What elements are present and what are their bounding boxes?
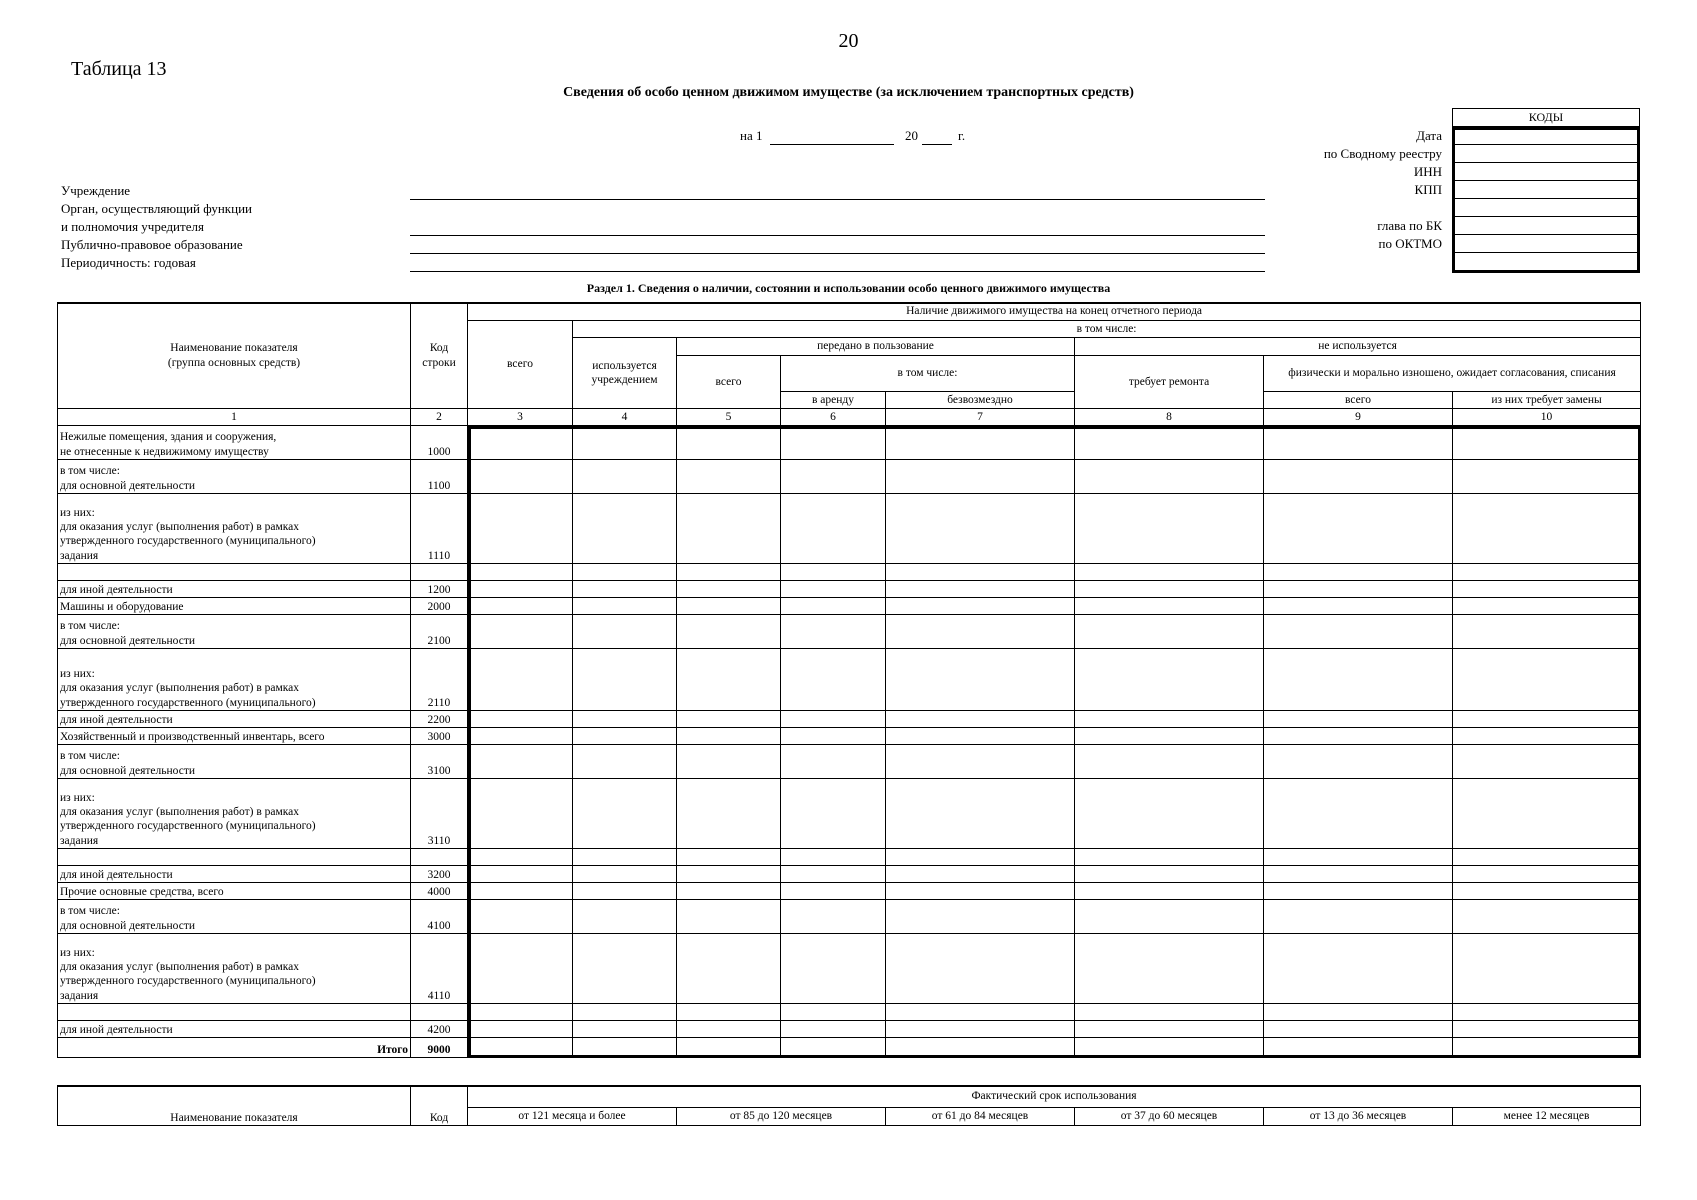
value-cell[interactable] xyxy=(781,460,886,494)
value-cell[interactable] xyxy=(468,598,573,615)
value-cell[interactable] xyxy=(573,1021,677,1038)
header-not-used: не используется xyxy=(1075,338,1641,356)
value-cell[interactable] xyxy=(1264,564,1453,581)
value-cell[interactable] xyxy=(573,649,677,711)
row-name: из них: для оказания услуг (выполнения работ) в рамках утвержденного государственного (муниципального) xyxy=(58,649,411,711)
value-cell[interactable] xyxy=(886,615,1075,649)
row-code: 2200 xyxy=(411,711,468,728)
code-cell-kpp[interactable] xyxy=(1453,181,1640,199)
founder-label-line1: Орган, осуществляющий функции xyxy=(61,201,252,216)
codes-label-inn: ИНН xyxy=(1413,164,1442,179)
value-cell[interactable] xyxy=(677,564,781,581)
date-day-month-field[interactable] xyxy=(770,144,894,145)
value-cell[interactable] xyxy=(573,564,677,581)
table-row xyxy=(58,745,1641,779)
row-code xyxy=(411,849,468,866)
date-suffix: г. xyxy=(958,128,966,143)
value-cell[interactable] xyxy=(1264,426,1453,460)
value-cell[interactable] xyxy=(1075,900,1264,934)
value-cell[interactable] xyxy=(468,581,573,598)
value-cell[interactable] xyxy=(781,1004,886,1021)
table-row xyxy=(58,849,1641,866)
value-cell[interactable] xyxy=(1075,934,1264,1004)
value-cell[interactable] xyxy=(886,1004,1075,1021)
value-cell[interactable] xyxy=(886,598,1075,615)
value-cell[interactable] xyxy=(1453,866,1641,883)
row-name: из них: для оказания услуг (выполнения работ) в рамках утвержденного государственного (муниципального) задания xyxy=(58,779,411,849)
institution-field[interactable] xyxy=(410,199,1265,200)
header-transferred: передано в пользование xyxy=(677,338,1075,356)
value-cell[interactable] xyxy=(1453,728,1641,745)
institution-label: Учреждение xyxy=(61,183,131,198)
value-cell[interactable] xyxy=(1075,581,1264,598)
row-code: 1200 xyxy=(411,581,468,598)
column-number-2: 2 xyxy=(411,409,468,426)
row-name: Прочие основные средства, всего xyxy=(58,883,411,900)
header-lease: в аренду xyxy=(781,392,886,409)
value-cell[interactable] xyxy=(1453,615,1641,649)
value-cell[interactable] xyxy=(573,779,677,849)
value-cell[interactable] xyxy=(1075,598,1264,615)
term-header-code: Код xyxy=(411,1086,468,1126)
row-code: 3100 xyxy=(411,745,468,779)
value-cell[interactable] xyxy=(886,728,1075,745)
value-cell[interactable] xyxy=(781,849,886,866)
row-code xyxy=(411,1004,468,1021)
code-cell-date[interactable] xyxy=(1453,127,1640,145)
value-cell[interactable] xyxy=(886,426,1075,460)
value-cell[interactable] xyxy=(1264,745,1453,779)
value-cell[interactable] xyxy=(1264,460,1453,494)
row-code: 9000 xyxy=(411,1038,468,1058)
row-name: Нежилые помещения, здания и сооружения, не отнесенные к недвижимому имуществу xyxy=(58,426,411,460)
row-name: для иной деятельности xyxy=(58,581,411,598)
value-cell[interactable] xyxy=(781,1038,886,1058)
row-code: 3200 xyxy=(411,866,468,883)
term-period-2: от 85 до 120 месяцев xyxy=(677,1108,886,1126)
value-cell[interactable] xyxy=(573,598,677,615)
code-cell-registry[interactable] xyxy=(1453,145,1640,163)
row-code: 3000 xyxy=(411,728,468,745)
header-name: Наименование показателя (группа основных средств) xyxy=(58,303,411,409)
value-cell[interactable] xyxy=(468,494,573,564)
value-cell[interactable] xyxy=(781,866,886,883)
value-cell[interactable] xyxy=(1075,866,1264,883)
codes-label-oktmo: по ОКТМО xyxy=(1378,236,1442,251)
value-cell[interactable] xyxy=(1264,711,1453,728)
value-cell[interactable] xyxy=(781,581,886,598)
value-cell[interactable] xyxy=(1075,711,1264,728)
table-row xyxy=(58,649,1641,711)
table-row xyxy=(58,460,1641,494)
term-table-top-rule xyxy=(57,1085,1640,1087)
value-cell[interactable] xyxy=(1264,779,1453,849)
header-worn-replace: из них требует замены xyxy=(1453,392,1641,409)
section1-table xyxy=(57,302,1641,1058)
value-cell[interactable] xyxy=(1075,494,1264,564)
row-name xyxy=(58,564,411,581)
row-code: 3110 xyxy=(411,779,468,849)
value-cell[interactable] xyxy=(781,426,886,460)
value-cell[interactable] xyxy=(573,494,677,564)
row-name: в том числе: для основной деятельности xyxy=(58,745,411,779)
value-cell[interactable] xyxy=(573,615,677,649)
founder-label-line2: и полномочия учредителя xyxy=(61,219,204,234)
value-cell[interactable] xyxy=(1453,711,1641,728)
value-cell[interactable] xyxy=(886,711,1075,728)
value-cell[interactable] xyxy=(781,728,886,745)
page-number: 20 xyxy=(838,30,859,52)
term-period-4: от 37 до 60 месяцев xyxy=(1075,1108,1264,1126)
value-cell[interactable] xyxy=(573,711,677,728)
value-cell[interactable] xyxy=(1075,426,1264,460)
value-cell[interactable] xyxy=(1075,1038,1264,1058)
term-period-5: от 13 до 36 месяцев xyxy=(1264,1108,1453,1126)
column-number-5: 5 xyxy=(677,409,781,426)
table-number: Таблица 13 xyxy=(71,58,167,80)
value-cell[interactable] xyxy=(573,581,677,598)
code-cell-blank[interactable] xyxy=(1453,199,1640,217)
value-cell[interactable] xyxy=(677,581,781,598)
value-cell[interactable] xyxy=(573,460,677,494)
value-cell[interactable] xyxy=(468,460,573,494)
value-cell[interactable] xyxy=(468,866,573,883)
value-cell[interactable] xyxy=(573,728,677,745)
header-transferred-total: всего xyxy=(677,356,781,409)
value-cell[interactable] xyxy=(1075,745,1264,779)
value-cell[interactable] xyxy=(886,1038,1075,1058)
header-code: Код строки xyxy=(411,303,468,409)
value-cell[interactable] xyxy=(1264,900,1453,934)
value-cell[interactable] xyxy=(677,849,781,866)
value-cell[interactable] xyxy=(1264,581,1453,598)
column-number-6: 6 xyxy=(781,409,886,426)
header-used: используется учреждением xyxy=(573,338,677,409)
value-cell[interactable] xyxy=(677,779,781,849)
row-code: 2000 xyxy=(411,598,468,615)
value-cell[interactable] xyxy=(677,900,781,934)
row-code: 4110 xyxy=(411,934,468,1004)
value-cell[interactable] xyxy=(468,900,573,934)
value-cell[interactable] xyxy=(468,615,573,649)
value-cell[interactable] xyxy=(886,779,1075,849)
value-cell[interactable] xyxy=(1264,615,1453,649)
value-cell[interactable] xyxy=(1453,779,1641,849)
term-period-6: менее 12 месяцев xyxy=(1453,1108,1641,1126)
header-worn-total: всего xyxy=(1264,392,1453,409)
column-number-8: 8 xyxy=(1075,409,1264,426)
date-prefix: на 1 xyxy=(740,128,763,143)
column-number-7: 7 xyxy=(886,409,1075,426)
value-cell[interactable] xyxy=(1264,728,1453,745)
value-cell[interactable] xyxy=(1453,900,1641,934)
table-row xyxy=(58,564,1641,581)
row-name: Машины и оборудование xyxy=(58,598,411,615)
value-cell[interactable] xyxy=(781,745,886,779)
row-code: 4000 xyxy=(411,883,468,900)
value-cell[interactable] xyxy=(468,745,573,779)
row-name: из них: для оказания услуг (выполнения работ) в рамках утвержденного государственного (муниципального) задания xyxy=(58,934,411,1004)
value-cell[interactable] xyxy=(1264,1021,1453,1038)
value-cell[interactable] xyxy=(1075,849,1264,866)
value-cell[interactable] xyxy=(886,494,1075,564)
table-row xyxy=(58,728,1641,745)
value-cell[interactable] xyxy=(468,779,573,849)
table-row xyxy=(58,494,1641,564)
row-name: для иной деятельности xyxy=(58,711,411,728)
codes-label-registry: по Сводному реестру xyxy=(1323,146,1442,161)
founder-field[interactable] xyxy=(410,235,1265,236)
value-cell[interactable] xyxy=(1264,883,1453,900)
codes-header: КОДЫ xyxy=(1453,109,1640,127)
value-cell[interactable] xyxy=(781,934,886,1004)
value-cell[interactable] xyxy=(468,711,573,728)
header-availability: Наличие движимого имущества на конец отчетного периода xyxy=(468,303,1641,321)
row-name: для иной деятельности xyxy=(58,866,411,883)
value-cell[interactable] xyxy=(886,900,1075,934)
column-number-4: 4 xyxy=(573,409,677,426)
value-cell[interactable] xyxy=(1453,883,1641,900)
periodicity-line xyxy=(410,271,1265,272)
code-cell-inn[interactable] xyxy=(1453,163,1640,181)
value-cell[interactable] xyxy=(468,564,573,581)
value-cell[interactable] xyxy=(677,1021,781,1038)
value-cell[interactable] xyxy=(1264,1038,1453,1058)
table-row xyxy=(58,900,1641,934)
row-name: в том числе: для основной деятельности xyxy=(58,615,411,649)
code-cell-oktmo[interactable] xyxy=(1453,235,1640,253)
header-worn: физически и морально изношено, ожидает согласования, списания xyxy=(1264,356,1641,392)
value-cell[interactable] xyxy=(677,494,781,564)
value-cell[interactable] xyxy=(886,866,1075,883)
value-cell[interactable] xyxy=(677,883,781,900)
value-cell[interactable] xyxy=(781,900,886,934)
value-cell[interactable] xyxy=(1075,564,1264,581)
header-total: всего xyxy=(468,321,573,409)
table-row xyxy=(58,866,1641,883)
value-cell[interactable] xyxy=(781,883,886,900)
row-code: 1110 xyxy=(411,494,468,564)
value-cell[interactable] xyxy=(468,649,573,711)
table-top-rule xyxy=(57,302,1640,304)
value-cell[interactable] xyxy=(677,711,781,728)
term-header-name: Наименование показателя xyxy=(58,1086,411,1126)
value-cell[interactable] xyxy=(677,426,781,460)
value-cell[interactable] xyxy=(886,849,1075,866)
term-period-3: от 61 до 84 месяцев xyxy=(886,1108,1075,1126)
value-cell[interactable] xyxy=(886,1021,1075,1038)
value-cell[interactable] xyxy=(468,1021,573,1038)
header-transferred-including: в том числе: xyxy=(781,356,1075,392)
value-cell[interactable] xyxy=(573,883,677,900)
header-free: безвозмездно xyxy=(886,392,1075,409)
table-row xyxy=(58,1038,1641,1058)
table-row xyxy=(58,581,1641,598)
value-cell[interactable] xyxy=(1075,1004,1264,1021)
value-cell[interactable] xyxy=(781,564,886,581)
value-cell[interactable] xyxy=(1075,460,1264,494)
row-code: 2100 xyxy=(411,615,468,649)
value-cell[interactable] xyxy=(1264,494,1453,564)
value-cell[interactable] xyxy=(886,934,1075,1004)
table-row xyxy=(58,883,1641,900)
value-cell[interactable] xyxy=(886,460,1075,494)
row-name xyxy=(58,1004,411,1021)
value-cell[interactable] xyxy=(573,745,677,779)
row-name: из них: для оказания услуг (выполнения работ) в рамках утвержденного государственного (муниципального) задания xyxy=(58,494,411,564)
public-entity-label: Публично-правовое образование xyxy=(61,237,243,252)
form-title: Сведения об особо ценном движимом имуществе (за исключением транспортных средств) xyxy=(563,85,1134,100)
section1-title: Раздел 1. Сведения о наличии, состоянии и использовании особо ценного движимого имущества xyxy=(586,281,1111,295)
value-cell[interactable] xyxy=(781,615,886,649)
row-name: Хозяйственный и производственный инвентарь, всего xyxy=(58,728,411,745)
value-cell[interactable] xyxy=(677,1038,781,1058)
table-row xyxy=(58,426,1641,460)
codes-label-date: Дата xyxy=(1416,128,1442,143)
row-code: 4200 xyxy=(411,1021,468,1038)
value-cell[interactable] xyxy=(573,1038,677,1058)
row-name: Итого xyxy=(58,1038,411,1058)
value-cell[interactable] xyxy=(1264,1004,1453,1021)
value-cell[interactable] xyxy=(1264,649,1453,711)
value-cell[interactable] xyxy=(1453,1038,1641,1058)
value-cell[interactable] xyxy=(573,849,677,866)
section-term-table xyxy=(57,1085,1641,1126)
value-cell[interactable] xyxy=(886,581,1075,598)
code-cell-bk[interactable] xyxy=(1453,217,1640,235)
value-cell[interactable] xyxy=(677,1004,781,1021)
row-name: в том числе: для основной деятельности xyxy=(58,900,411,934)
table-row xyxy=(58,1004,1641,1021)
value-cell[interactable] xyxy=(1264,866,1453,883)
value-cell[interactable] xyxy=(1264,598,1453,615)
value-cell[interactable] xyxy=(1075,728,1264,745)
table-row xyxy=(58,934,1641,1004)
value-cell[interactable] xyxy=(1453,849,1641,866)
value-cell[interactable] xyxy=(677,649,781,711)
value-cell[interactable] xyxy=(677,598,781,615)
value-cell[interactable] xyxy=(573,934,677,1004)
value-cell[interactable] xyxy=(781,779,886,849)
value-cell[interactable] xyxy=(781,598,886,615)
value-cell[interactable] xyxy=(1453,494,1641,564)
value-cell[interactable] xyxy=(1453,581,1641,598)
value-cell[interactable] xyxy=(573,866,677,883)
row-code xyxy=(411,564,468,581)
row-code: 4100 xyxy=(411,900,468,934)
value-cell[interactable] xyxy=(1453,649,1641,711)
row-name: для иной деятельности xyxy=(58,1021,411,1038)
value-cell[interactable] xyxy=(468,1004,573,1021)
table-row xyxy=(58,711,1641,728)
row-name: в том числе: для основной деятельности xyxy=(58,460,411,494)
value-cell[interactable] xyxy=(886,883,1075,900)
value-cell[interactable] xyxy=(1453,426,1641,460)
table-row xyxy=(58,598,1641,615)
codes-label-kpp: КПП xyxy=(1414,182,1442,197)
value-cell[interactable] xyxy=(677,866,781,883)
value-cell[interactable] xyxy=(573,1004,677,1021)
value-cell[interactable] xyxy=(677,615,781,649)
value-cell[interactable] xyxy=(886,564,1075,581)
value-cell[interactable] xyxy=(1453,1021,1641,1038)
value-cell[interactable] xyxy=(677,745,781,779)
header-including: в том числе: xyxy=(573,321,1641,338)
row-code: 1100 xyxy=(411,460,468,494)
value-cell[interactable] xyxy=(781,649,886,711)
column-number-10: 10 xyxy=(1453,409,1641,426)
column-number-1: 1 xyxy=(58,409,411,426)
codes-label-bk: глава по БК xyxy=(1377,218,1442,233)
value-cell[interactable] xyxy=(1453,934,1641,1004)
term-period-1: от 121 месяца и более xyxy=(468,1108,677,1126)
value-cell[interactable] xyxy=(468,728,573,745)
value-cell[interactable] xyxy=(468,883,573,900)
value-cell[interactable] xyxy=(1453,745,1641,779)
date-year-prefix: 20 xyxy=(905,128,918,143)
value-cell[interactable] xyxy=(573,426,677,460)
value-cell[interactable] xyxy=(1075,615,1264,649)
value-cell[interactable] xyxy=(468,934,573,1004)
value-cell[interactable] xyxy=(677,728,781,745)
value-cell[interactable] xyxy=(468,426,573,460)
date-year-field[interactable] xyxy=(922,144,952,145)
term-header-actual: Фактический срок использования xyxy=(468,1086,1641,1108)
code-cell-blank2[interactable] xyxy=(1453,253,1640,271)
value-cell[interactable] xyxy=(1075,779,1264,849)
row-name xyxy=(58,849,411,866)
value-cell[interactable] xyxy=(781,494,886,564)
value-cell[interactable] xyxy=(781,1021,886,1038)
value-cell[interactable] xyxy=(1453,1004,1641,1021)
value-cell[interactable] xyxy=(781,711,886,728)
value-cell[interactable] xyxy=(1075,883,1264,900)
periodicity-label: Периодичность: годовая xyxy=(61,255,196,270)
value-cell[interactable] xyxy=(677,460,781,494)
value-cell[interactable] xyxy=(573,900,677,934)
table-row xyxy=(58,779,1641,849)
value-cell[interactable] xyxy=(1075,1021,1264,1038)
value-cell[interactable] xyxy=(886,649,1075,711)
value-cell[interactable] xyxy=(1075,649,1264,711)
value-cell[interactable] xyxy=(886,745,1075,779)
row-code: 2110 xyxy=(411,649,468,711)
value-cell[interactable] xyxy=(1264,934,1453,1004)
value-cell[interactable] xyxy=(677,934,781,1004)
value-cell[interactable] xyxy=(1453,460,1641,494)
value-cell[interactable] xyxy=(468,1038,573,1058)
value-cell[interactable] xyxy=(1453,564,1641,581)
value-cell[interactable] xyxy=(1453,598,1641,615)
header-needs-repair: требует ремонта xyxy=(1075,356,1264,409)
table-row xyxy=(58,615,1641,649)
codes-table xyxy=(1452,108,1640,271)
public-entity-field[interactable] xyxy=(410,253,1265,254)
value-cell[interactable] xyxy=(1264,849,1453,866)
row-code: 1000 xyxy=(411,426,468,460)
column-number-9: 9 xyxy=(1264,409,1453,426)
column-number-3: 3 xyxy=(468,409,573,426)
table-row xyxy=(58,1021,1641,1038)
value-cell[interactable] xyxy=(468,849,573,866)
